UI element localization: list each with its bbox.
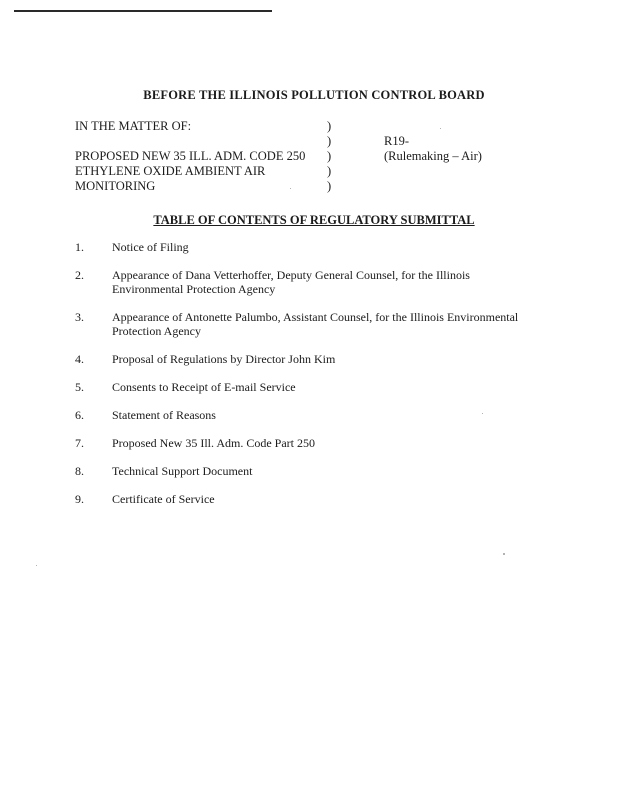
case-id: R19- [384, 134, 409, 148]
paren: ) [327, 149, 332, 163]
toc-item-text: Appearance of Dana Vetterhoffer, Deputy General Counsel, for the Illinois Environmental Protection Agency [112, 268, 470, 296]
toc-item-number: 8. [75, 464, 84, 478]
paren: ) [327, 164, 332, 178]
toc-item [75, 436, 535, 450]
toc-item [75, 408, 535, 422]
toc-item-number: 1. [75, 240, 84, 254]
toc-item [75, 380, 535, 394]
toc-item-text: Technical Support Document [112, 464, 253, 478]
toc-item-text: Consents to Receipt of E-mail Service [112, 380, 296, 394]
paren-column [327, 119, 331, 194]
toc-item [75, 492, 535, 506]
toc-item-number: 3. [75, 310, 84, 324]
matter-line: PROPOSED NEW 35 ILL. ADM. CODE 250 [75, 149, 306, 163]
matter-line [75, 134, 315, 149]
scan-speck [440, 128, 441, 129]
top-rule [14, 10, 272, 12]
paren: ) [327, 134, 332, 148]
toc-item [75, 464, 535, 478]
toc-item-text: Certificate of Service [112, 492, 215, 506]
toc-item [75, 268, 535, 296]
scan-speck [290, 188, 291, 189]
board-title: BEFORE THE ILLINOIS POLLUTION CONTROL BOARD [143, 88, 485, 102]
toc-item [75, 240, 535, 254]
toc-item-number: 7. [75, 436, 84, 450]
case-type: (Rulemaking – Air) [384, 149, 482, 163]
toc-item-number: 6. [75, 408, 84, 422]
toc-list [75, 240, 535, 506]
matter-line: ETHYLENE OXIDE AMBIENT AIR [75, 164, 266, 178]
matter-line: MONITORING [75, 179, 156, 193]
scan-speck [482, 413, 483, 414]
matter-caption [75, 119, 315, 194]
toc-item-text: Proposed New 35 Ill. Adm. Code Part 250 [112, 436, 315, 450]
toc-item-text: Statement of Reasons [112, 408, 216, 422]
scan-speck [503, 553, 505, 555]
toc-item-text: Appearance of Antonette Palumbo, Assistant Counsel, for the Illinois Environmental Protection Agency [112, 310, 519, 338]
toc-title: TABLE OF CONTENTS OF REGULATORY SUBMITTAL [153, 213, 475, 227]
toc-item [75, 310, 535, 338]
case-number [384, 134, 482, 164]
toc-item-number: 9. [75, 492, 84, 506]
toc-item-number: 5. [75, 380, 84, 394]
matter-line: IN THE MATTER OF: [75, 119, 192, 133]
toc-item-number: 4. [75, 352, 84, 366]
toc-item [75, 352, 535, 366]
paren: ) [327, 179, 332, 193]
toc-item-text: Notice of Filing [112, 240, 189, 254]
paren: ) [327, 119, 332, 133]
scan-speck [36, 565, 37, 566]
toc-item-text: Proposal of Regulations by Director John Kim [112, 352, 336, 366]
toc-item-number: 2. [75, 268, 84, 282]
